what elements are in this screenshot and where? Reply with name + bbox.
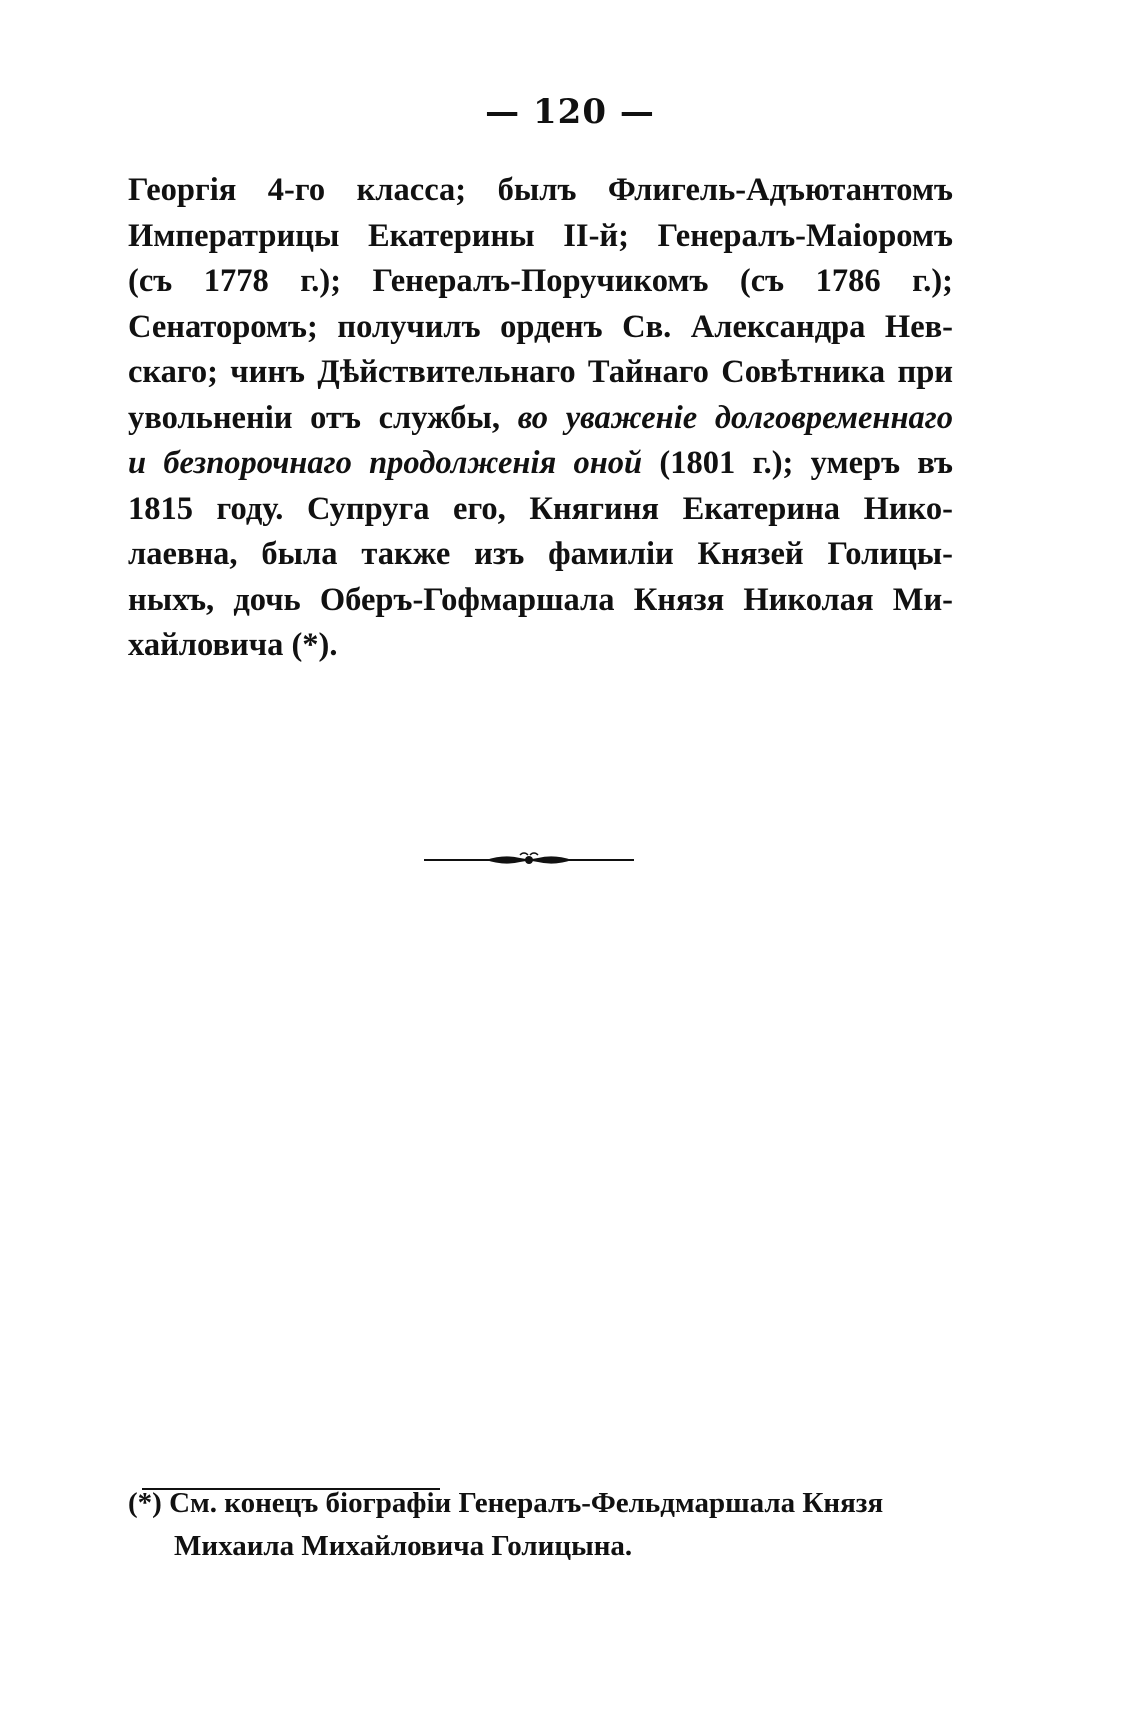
text-line: увольненіи отъ службы, во уваженіе долговременнаго <box>128 399 954 436</box>
text-line: хайловича (*). <box>128 627 338 663</box>
text-line: Георгія 4-го класса; былъ Флигель-Адъютантомъ <box>128 172 953 208</box>
text-line: 1815 году. Супруга его, Княгиня Екатерина Нико- <box>128 490 953 527</box>
footnote <box>128 1482 953 1568</box>
italic-phrase: во уваженіе долговременнаго <box>517 399 954 436</box>
text-line: Императрицы Екатерины II-й; Генералъ-Маіоромъ <box>128 217 953 254</box>
text-line: ныхъ, дочь Оберъ-Гофмаршала Князя Николая Ми- <box>128 581 953 618</box>
text-line: и безпорочнаго продолженія оной (1801 г.); умеръ въ <box>128 445 953 481</box>
main-paragraph <box>128 168 953 669</box>
text-line: скаго; чинъ Дѣйствительнаго Тайнаго Совѣтника при <box>128 354 953 390</box>
italic-phrase: и безпорочнаго продолженія оной <box>128 445 643 481</box>
text-line: лаевна, была также изъ фамиліи Князей Голицы- <box>128 536 953 572</box>
footnote-line: (*) См. конецъ біографіи Генералъ-Фельдмаршала Князя <box>128 1487 884 1519</box>
page-number: — 120 — <box>485 92 655 132</box>
footnote-line: Михаила Михайловича Голицына. <box>174 1530 633 1562</box>
text-line: (съ 1778 г.); Генералъ-Поручикомъ (съ 1786 г.); <box>128 263 953 299</box>
text-line: Сенаторомъ; получилъ орденъ Св. Александра Нев- <box>128 308 953 345</box>
ornament-divider-icon <box>424 847 634 873</box>
